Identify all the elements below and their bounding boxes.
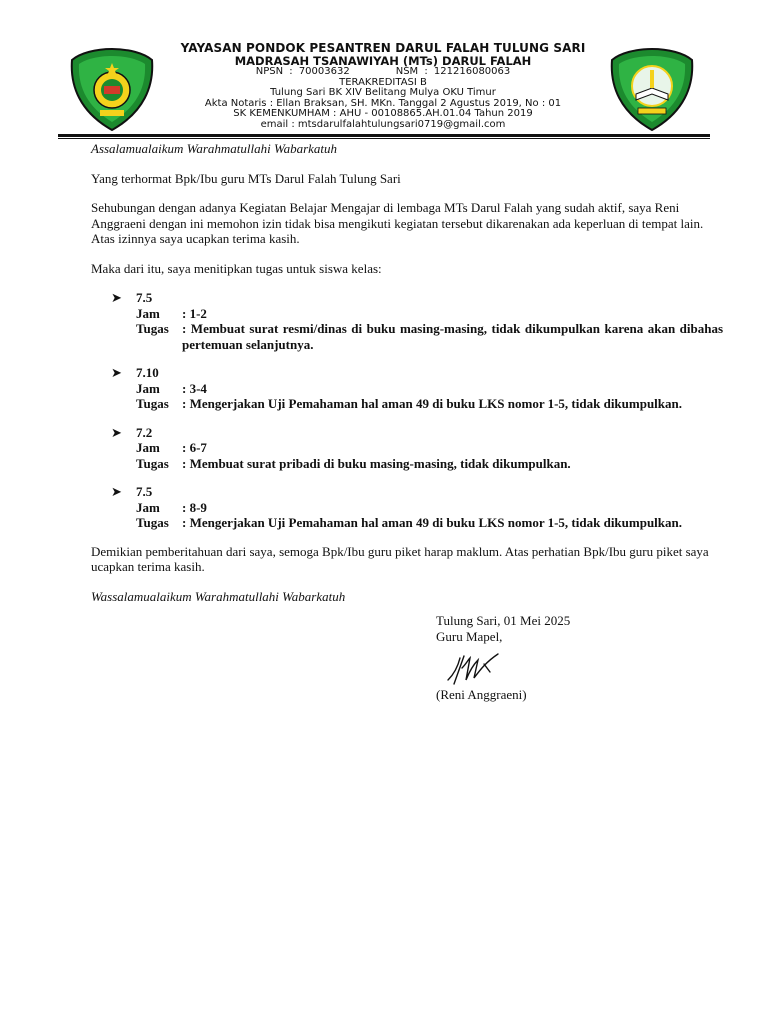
- foundation-logo: [66, 46, 158, 134]
- letter-body: [91, 141, 723, 604]
- arrow-bullet-icon: ➤: [111, 290, 122, 305]
- task-hours: : 8-9: [182, 499, 207, 515]
- arrow-bullet-icon: ➤: [111, 484, 122, 499]
- task-list: [91, 290, 723, 531]
- task-hours: : 1-2: [182, 305, 207, 321]
- school-codes: [158, 67, 608, 78]
- task-item: [91, 484, 723, 531]
- letterhead-text: [158, 42, 608, 130]
- accreditation: TERAKREDITASI B: [339, 76, 427, 88]
- tugas-label: Tugas: [136, 515, 169, 530]
- nsm: NSM : 121216080063: [395, 65, 511, 77]
- task-class: 7.5: [136, 484, 153, 499]
- signer-position: Guru Mapel,: [436, 628, 503, 644]
- task-hours: : 3-4: [182, 380, 207, 396]
- task-description: : Mengerjakan Uji Pemahaman hal aman 49 di buku LKS nomor 1-5, tidak dikumpulkan.: [182, 515, 682, 530]
- task-class: 7.10: [136, 365, 159, 380]
- task-item: [91, 425, 723, 472]
- madrasah-logo: [606, 46, 698, 134]
- task-description: : Mengerjakan Uji Pemahaman hal aman 49 di buku LKS nomor 1-5, tidak dikumpulkan.: [182, 396, 682, 411]
- letterhead: [58, 38, 710, 138]
- opening-greeting: Assalamualaikum Warahmatullahi Wabarkatuh: [91, 141, 338, 156]
- salutation: Yang terhormat Bpk/Ibu guru MTs Darul Falah Tulung Sari: [91, 170, 401, 186]
- jam-label: Jam: [136, 440, 160, 455]
- tugas-label: Tugas: [136, 396, 169, 411]
- task-description: : Membuat surat pribadi di buku masing-masing, tidak dikumpulkan.: [182, 455, 571, 471]
- signer-name: (Reni Anggraeni): [436, 687, 527, 702]
- task-item: [91, 290, 723, 352]
- paragraph-assignment-intro: Maka dari itu, saya menitipkan tugas untuk siswa kelas:: [91, 260, 382, 276]
- sk-kemenkumham: SK KEMENKUMHAM : AHU - 00108865.AH.01.04 Tahun 2019: [233, 108, 533, 120]
- foundation-name: YAYASAN PONDOK PESANTREN DARUL FALAH TULUNG SARI: [180, 41, 586, 55]
- task-class: 7.2: [136, 424, 153, 440]
- school-email: email : mtsdarulfalahtulungsari0719@gmail.com: [260, 118, 506, 130]
- handwritten-signature: [444, 650, 504, 690]
- jam-label: Jam: [136, 305, 160, 321]
- closing-paragraph: Demikian pemberitahuan dari saya, semoga Bpk/Ibu guru piket harap maklum. Atas perhatian Bpk/Ibu guru piket saya ucapkan terima kasih.: [91, 543, 709, 574]
- arrow-bullet-icon: ➤: [111, 365, 122, 380]
- task-description: : Membuat surat resmi/dinas di buku masing-masing, tidak dikumpulkan karena akan dibahas pertemuan selanjutnya.: [182, 321, 723, 352]
- arrow-bullet-icon: ➤: [111, 424, 122, 440]
- place-date: Tulung Sari, 01 Mei 2025: [436, 613, 571, 628]
- npsn: NPSN : 70003632: [255, 65, 350, 77]
- task-hours: : 6-7: [182, 440, 207, 455]
- paragraph-permission: Sehubungan dengan adanya Kegiatan Belajar Mengajar di lembaga MTs Darul Falah yang sudah aktif, saya Reni Anggraeni dengan ini memohon izin tidak bisa mengikuti kegiatan tersebut dikarenakan ada keperluan di tempat lain. Atas izinnya saya ucapkan terima kasih.: [91, 200, 704, 246]
- letterhead-rule-thick: [58, 134, 710, 137]
- closing-greeting: Wassalamualaikum Warahmatullahi Wabarkatuh: [91, 588, 346, 604]
- signature-block: [436, 613, 570, 644]
- task-item: [91, 365, 723, 412]
- jam-label: Jam: [136, 499, 160, 515]
- tugas-label: Tugas: [136, 321, 169, 336]
- task-class: 7.5: [136, 290, 153, 305]
- notary-deed: Akta Notaris : Ellan Braksan, SH. MKn. Tanggal 2 Agustus 2019, No : 01: [204, 97, 562, 109]
- letterhead-rule-thin: [58, 138, 710, 139]
- tugas-label: Tugas: [136, 455, 169, 471]
- jam-label: Jam: [136, 380, 160, 396]
- school-address: Tulung Sari BK XIV Belitang Mulya OKU Timur: [270, 87, 496, 99]
- school-name: MADRASAH TSANAWIYAH (MTs) DARUL FALAH: [234, 53, 532, 68]
